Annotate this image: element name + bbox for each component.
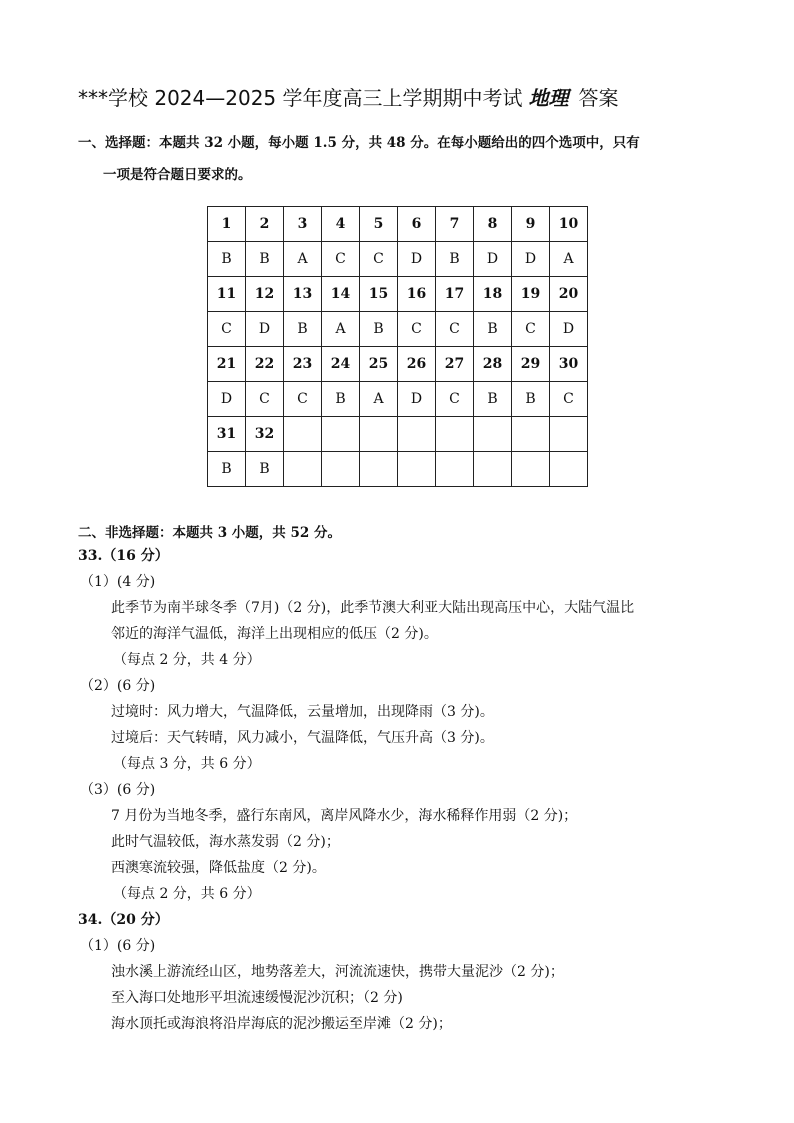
- question-number-cell: 24: [322, 347, 360, 382]
- answer-cell: B: [512, 382, 550, 417]
- q33-part3-score: （每点 2 分，共 6 分）: [113, 886, 261, 902]
- answer-cell: A: [360, 382, 398, 417]
- answer-cell: B: [322, 382, 360, 417]
- answer-cell: A: [550, 242, 588, 277]
- answer-cell: C: [360, 242, 398, 277]
- answer-cell: B: [208, 242, 246, 277]
- question-number-cell: 2: [246, 207, 284, 242]
- answer-cell: [284, 452, 322, 487]
- answer-row: [208, 242, 588, 277]
- question-number-cell: 5: [360, 207, 398, 242]
- question-number-cell: [284, 417, 322, 452]
- answer-cell: B: [246, 242, 284, 277]
- question-number-cell: [322, 417, 360, 452]
- q33-part3-line: 此时气温较低，海水蒸发弱（2 分)；: [111, 834, 340, 850]
- question-number-cell: 4: [322, 207, 360, 242]
- question-number-cell: 23: [284, 347, 322, 382]
- answer-cell: B: [474, 312, 512, 347]
- question-number-cell: [550, 417, 588, 452]
- section2-heading: 二、非选择题：本题共 3 小题，共 52 分。: [78, 525, 341, 541]
- question-number-row: [208, 277, 588, 312]
- q33-part1-line: 邻近的海洋气温低，海洋上出现相应的低压（2 分)。: [111, 626, 438, 642]
- q34-part1-line: 海水顶托或海浪将沿岸海底的泥沙搬运至岸滩（2 分)；: [111, 1016, 452, 1032]
- document-title: [78, 84, 738, 112]
- question-number-cell: [436, 417, 474, 452]
- question-number-cell: 17: [436, 277, 474, 312]
- question-number-cell: 9: [512, 207, 550, 242]
- answer-cell: B: [360, 312, 398, 347]
- answer-cell: [512, 452, 550, 487]
- title-main: ***学校 2024—2025 学年度高三上学期期中考试: [78, 86, 523, 110]
- answer-cell: [550, 452, 588, 487]
- question-number-cell: [398, 417, 436, 452]
- question-number-cell: 31: [208, 417, 246, 452]
- answer-cell: [474, 452, 512, 487]
- question-number-cell: 14: [322, 277, 360, 312]
- question-number-cell: 7: [436, 207, 474, 242]
- q33-part2-line: 过境时：风力增大，气温降低，云量增加，出现降雨（3 分)。: [111, 704, 494, 720]
- question-number-cell: 11: [208, 277, 246, 312]
- section1-heading-line2: 一项是符合题日要求的。: [103, 167, 252, 183]
- question-number-cell: 32: [246, 417, 284, 452]
- answer-cell: B: [474, 382, 512, 417]
- q34-part1-line: 至入海口处地形平坦流速缓慢泥沙沉积；（2 分): [111, 990, 403, 1006]
- q34-part1-line: 浊水溪上游流经山区，地势落差大，河流流速快，携带大量泥沙（2 分)；: [111, 964, 564, 980]
- question-number-cell: 20: [550, 277, 588, 312]
- question-number-cell: 3: [284, 207, 322, 242]
- answer-cell: C: [398, 312, 436, 347]
- answer-cell: A: [322, 312, 360, 347]
- answer-cell: C: [322, 242, 360, 277]
- answer-cell: B: [208, 452, 246, 487]
- q33-part2-score: （每点 3 分，共 6 分）: [113, 756, 261, 772]
- q33-heading: 33.（16 分）: [78, 548, 169, 564]
- answer-cell: C: [436, 312, 474, 347]
- question-number-cell: 29: [512, 347, 550, 382]
- question-number-cell: 15: [360, 277, 398, 312]
- answer-table: [207, 206, 588, 487]
- q34-part1-label: （1）(6 分): [80, 938, 156, 954]
- question-number-cell: 10: [550, 207, 588, 242]
- question-number-cell: 22: [246, 347, 284, 382]
- section1-heading-line1: 一、选择题：本题共 32 小题，每小题 1.5 分，共 48 分。在每小题给出的四个选项中，只有: [78, 135, 640, 151]
- question-number-cell: [474, 417, 512, 452]
- question-number-cell: 19: [512, 277, 550, 312]
- q33-part1-label: （1）(4 分): [80, 574, 156, 590]
- question-number-cell: 1: [208, 207, 246, 242]
- question-number-cell: [512, 417, 550, 452]
- answer-cell: D: [398, 382, 436, 417]
- answer-cell: D: [398, 242, 436, 277]
- question-number-cell: 18: [474, 277, 512, 312]
- answer-cell: B: [436, 242, 474, 277]
- answer-row: [208, 452, 588, 487]
- question-number-cell: 8: [474, 207, 512, 242]
- q33-part3-label: （3）(6 分): [80, 782, 156, 798]
- question-number-row: [208, 207, 588, 242]
- answer-row: [208, 312, 588, 347]
- question-number-cell: 13: [284, 277, 322, 312]
- answer-cell: B: [246, 452, 284, 487]
- question-number-cell: 28: [474, 347, 512, 382]
- answer-cell: [398, 452, 436, 487]
- answer-cell: [322, 452, 360, 487]
- q33-part3-line: 7 月份为当地冬季，盛行东南风，离岸风降水少，海水稀释作用弱（2 分)；: [111, 808, 578, 824]
- question-number-cell: 25: [360, 347, 398, 382]
- q34-heading: 34.（20 分）: [78, 912, 169, 928]
- answer-cell: D: [208, 382, 246, 417]
- answer-cell: [360, 452, 398, 487]
- answer-cell: A: [284, 242, 322, 277]
- question-number-cell: 12: [246, 277, 284, 312]
- question-number-cell: 21: [208, 347, 246, 382]
- answer-cell: D: [246, 312, 284, 347]
- answer-cell: [436, 452, 474, 487]
- title-suffix: 答案: [578, 86, 619, 110]
- q33-part1-score: （每点 2 分，共 4 分）: [113, 652, 261, 668]
- answer-cell: C: [284, 382, 322, 417]
- question-number-cell: 16: [398, 277, 436, 312]
- question-number-row: [208, 417, 588, 452]
- answer-cell: C: [436, 382, 474, 417]
- answer-row: [208, 382, 588, 417]
- answer-cell: C: [550, 382, 588, 417]
- answer-cell: D: [550, 312, 588, 347]
- answer-cell: C: [208, 312, 246, 347]
- answer-cell: C: [512, 312, 550, 347]
- q33-part2-label: （2）(6 分): [80, 678, 156, 694]
- q33-part2-line: 过境后：天气转晴，风力减小，气温降低，气压升高（3 分)。: [111, 730, 494, 746]
- question-number-cell: [360, 417, 398, 452]
- question-number-cell: 26: [398, 347, 436, 382]
- question-number-cell: 6: [398, 207, 436, 242]
- question-number-row: [208, 347, 588, 382]
- answer-cell: B: [284, 312, 322, 347]
- answer-cell: C: [246, 382, 284, 417]
- title-subject: 地理: [528, 86, 569, 110]
- q33-part1-line: 此季节为南半球冬季（7月)（2 分)，此季节澳大利亚大陆出现高压中心，大陆气温比: [111, 600, 635, 616]
- answer-cell: D: [512, 242, 550, 277]
- question-number-cell: 30: [550, 347, 588, 382]
- answer-cell: D: [474, 242, 512, 277]
- question-number-cell: 27: [436, 347, 474, 382]
- q33-part3-line: 西澳寒流较强，降低盐度（2 分)。: [111, 860, 326, 876]
